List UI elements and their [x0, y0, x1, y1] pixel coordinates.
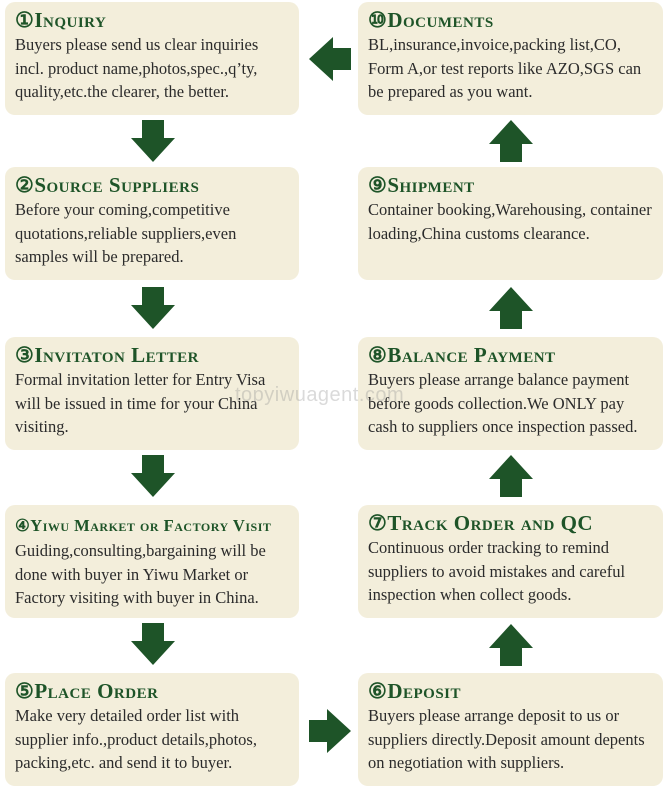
- step-description: Buyers please arrange deposit to us or suppliers directly.Deposit amount depents on negotiation with suppliers.: [368, 706, 645, 772]
- arrow-left-icon: [309, 37, 351, 81]
- step-title: ①Inquiry: [15, 8, 107, 32]
- step-title: ⑤Place Order: [15, 679, 159, 703]
- step-market-visit-card: [5, 505, 299, 618]
- step-description: Make very detailed order list with supplier info.,product details,photos, packing,etc. and send it to buyer.: [15, 706, 257, 772]
- arrow-down-icon: [131, 287, 175, 329]
- arrow-down-icon: [131, 120, 175, 162]
- step-description: Continuous order tracking to remind suppliers to avoid mistakes and careful inspection when collect goods.: [368, 538, 626, 604]
- step-track-order-card: [358, 505, 663, 618]
- arrow-up-icon: [489, 455, 533, 497]
- step-title: ③Invitaton Letter: [15, 343, 199, 367]
- step-place-order-card: [5, 673, 299, 786]
- step-deposit-card: [358, 673, 663, 786]
- step-title: ②Source Suppliers: [15, 173, 200, 197]
- step-documents-card: [358, 2, 663, 115]
- step-description: Guiding,consulting,bargaining will be done with buyer in Yiwu Market or Factory visiting with buyer in China.: [15, 541, 266, 607]
- arrow-up-icon: [489, 120, 533, 162]
- step-title: ⑨Shipment: [368, 173, 475, 197]
- step-description: Container booking,Warehousing, container loading,China customs clearance.: [368, 200, 652, 243]
- step-title: ⑦Track Order and QC: [368, 511, 594, 535]
- arrow-down-icon: [131, 623, 175, 665]
- step-description: Before your coming,competitive quotations,reliable suppliers,even samples will be prepared.: [15, 200, 237, 266]
- step-title: ⑥Deposit: [368, 679, 462, 703]
- step-title: ⑧Balance Payment: [368, 343, 556, 367]
- step-source-suppliers-card: [5, 167, 299, 280]
- step-title: ④Yiwu Market or Factory Visit: [15, 516, 272, 535]
- step-description: Buyers please send us clear inquiries incl. product name,photos,spec.,q’ty, quality,etc.the clearer, the better.: [15, 35, 259, 101]
- step-description: BL,insurance,invoice,packing list,CO, Form A,or test reports like AZO,SGS can be prepared as you want.: [368, 35, 642, 101]
- step-inquiry-card: [5, 2, 299, 115]
- arrow-up-icon: [489, 624, 533, 666]
- step-shipment-card: [358, 167, 663, 280]
- arrow-up-icon: [489, 287, 533, 329]
- arrow-down-icon: [131, 455, 175, 497]
- watermark: topyiwuagent.com: [235, 384, 405, 406]
- arrow-right-icon: [309, 709, 351, 753]
- step-description: Buyers please arrange balance payment before goods collection.We ONLY pay cash to suppliers once inspection passed.: [368, 370, 638, 436]
- step-title: ⑩Documents: [368, 8, 494, 32]
- step-description: Formal invitation letter for Entry Visa will be issued in time for your China visiting.: [15, 370, 266, 436]
